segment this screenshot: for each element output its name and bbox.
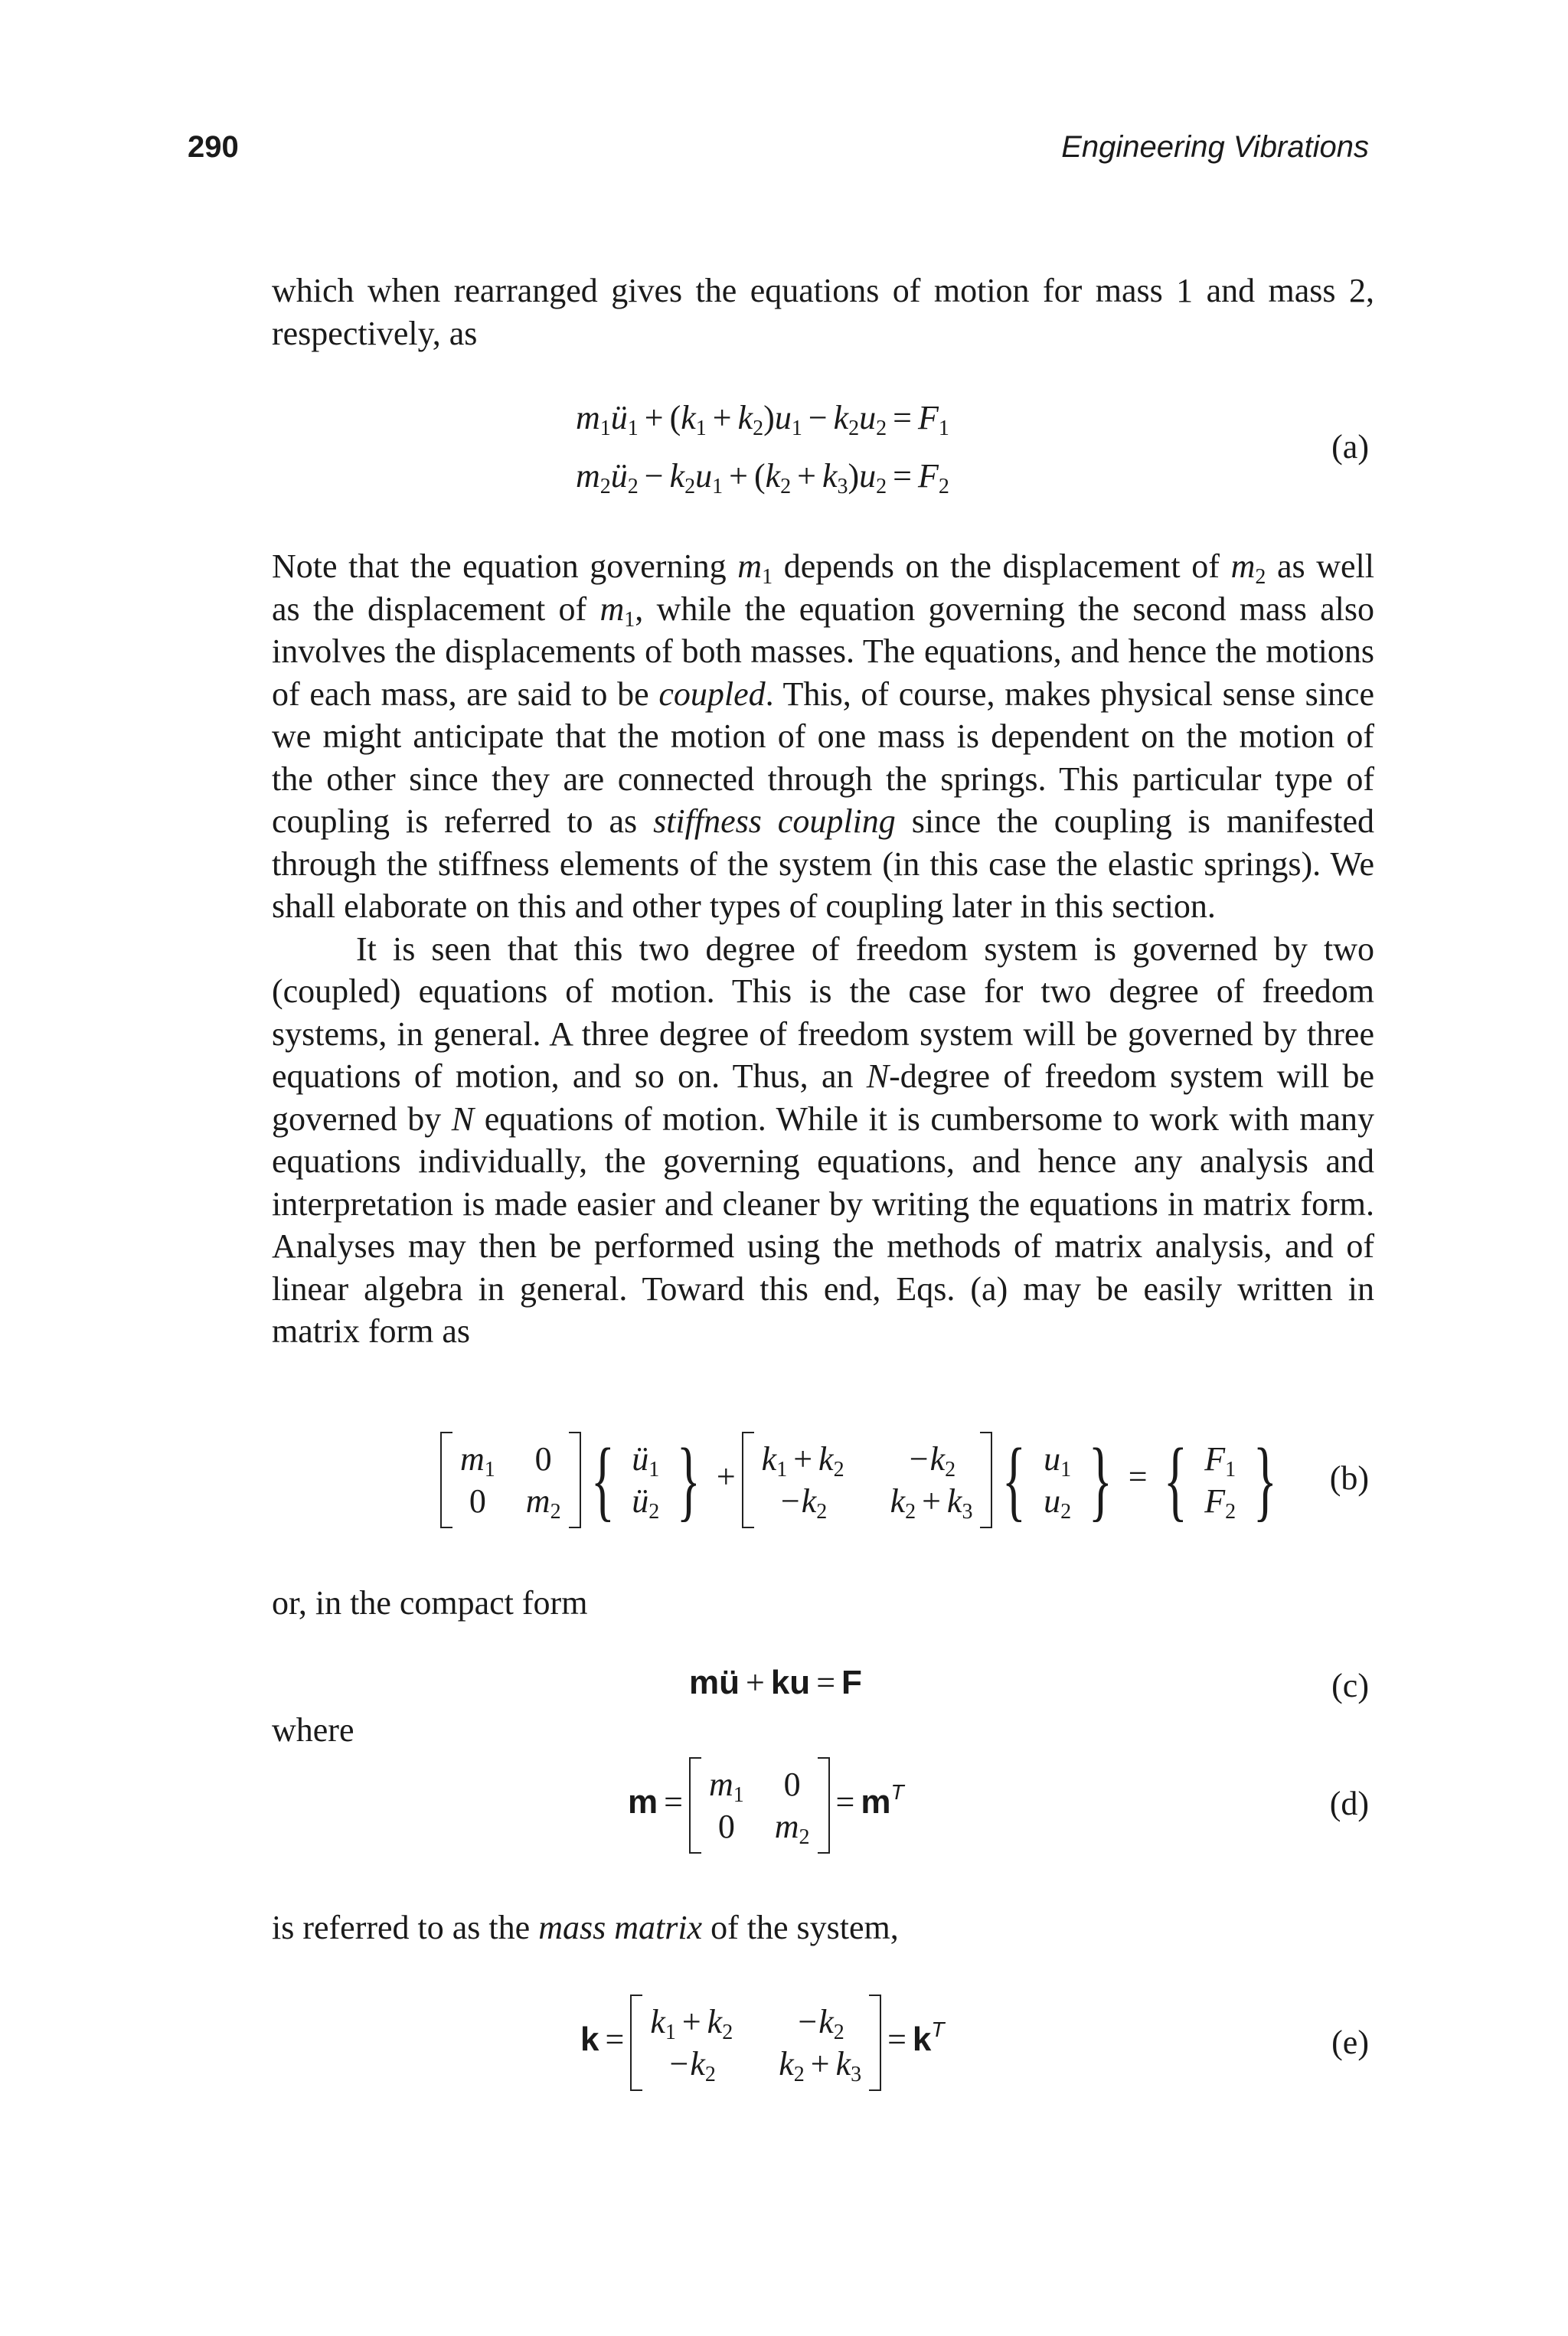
page-header [188, 130, 1369, 176]
body-text [272, 545, 1374, 1353]
paragraph-coupling: Note that the equation governing $m_1$ depends on the displacement of $m_2$ as well as the displacement of $m_1$, while the equation governing the second mass also involves the displacements of both masses. The equations, and hence the motions of each mass, are said to be coupled. This, of course, makes physical sense since we might anticipate that the motion of one mass is dependent on the motion of the other since they are connected through the springs. This particular type of coupling is referred to as stiffness coupling since the coupling is manifested through the stiffness elements of the system (in this case the elastic springs). We shall elaborate on this and other types of coupling later in this section. [272, 547, 1375, 925]
where-text [272, 1709, 1374, 1752]
stiffness-matrix-e: $k_1 + k_2$ $-k_2$ $-k_2$ $k_2 + k_3$ [630, 1995, 881, 2091]
intro-paragraph [272, 270, 1374, 354]
stiffness-matrix-b: $k_1 + k_2$ $-k_2$ $-k_2$ $k_2 + k_3$ [742, 1432, 993, 1528]
equation-label-a: (a) [1331, 428, 1369, 466]
intro-text: which when rearranged gives the equations of motion for mass 1 and mass 2, respectively, as [272, 272, 1374, 352]
where-word: where [272, 1711, 354, 1749]
compact-text: or, in the compact form [272, 1584, 588, 1622]
equation-c: mü + ku = F [689, 1664, 862, 1701]
page-number: 290 [188, 130, 239, 164]
mass-matrix-sentence: is referred to as the mass matrix of the system, [272, 1909, 899, 1946]
mass-matrix-text [272, 1906, 1374, 1949]
equation-b: $m_1$ 0 0 $m_2$ { $ü_1$ $ü_2$ } + $k_1 + k_2$ $-k_2$ $-k_2$ $k_2 + k_3$ { $u_1$ $u_2$ } = { $F_1$ $F_2$ } [440, 1432, 1287, 1528]
paragraph-matrix-form: It is seen that this two degree of freedom system is governed by two (coupled) equations of motion. This is the case for two degree of freedom systems, in general. A three degree of freedom system will be governed by three equations of motion, and so on. Thus, an N-degree of freedom system will be governed by N equations of motion. While it is cumbersome to work with many equations individually, the governing equations, and hence any analysis and interpretation is made easier and cleaner by writing the equations in matrix form. Analyses may then be performed using the methods of matrix analysis, and of linear algebra in general. Toward this end, Eqs. (a) may be easily written in matrix form as [272, 929, 1374, 1350]
equation-label-d: (d) [1329, 1785, 1369, 1822]
force-vector: { $F_1$ $F_2$ } [1163, 1429, 1277, 1530]
compact-form-text [272, 1582, 1374, 1625]
equation-d: m = $m_1$ 0 0 $m_2$ = $m^T$ [628, 1757, 904, 1854]
acceleration-vector: { $ü_1$ $ü_2$ } [590, 1429, 701, 1530]
equation-label-b: (b) [1329, 1459, 1369, 1497]
equation-e: k = $k_1 + k_2$ $-k_2$ $-k_2$ $k_2 + k_3$ = $k^T$ [580, 1995, 945, 2091]
equation-a-line2: $m_2ü_2 - k_2u_1 + (k_2 + k_3)u_2 = F_2$ [576, 457, 949, 498]
running-title: Engineering Vibrations [1061, 130, 1369, 164]
equation-label-e: (e) [1331, 2024, 1369, 2061]
mass-matrix-d: $m_1$ 0 0 $m_2$ [689, 1757, 830, 1854]
displacement-vector: { $u_1$ $u_2$ } [1002, 1429, 1112, 1530]
equation-label-c: (c) [1331, 1667, 1369, 1704]
equation-a-line1: $m_1ü_1 + (k_1 + k_2)u_1 - k_2u_2 = F_1$ [576, 399, 949, 440]
mass-matrix-b: $m_1$ 0 0 $m_2$ [440, 1432, 581, 1528]
